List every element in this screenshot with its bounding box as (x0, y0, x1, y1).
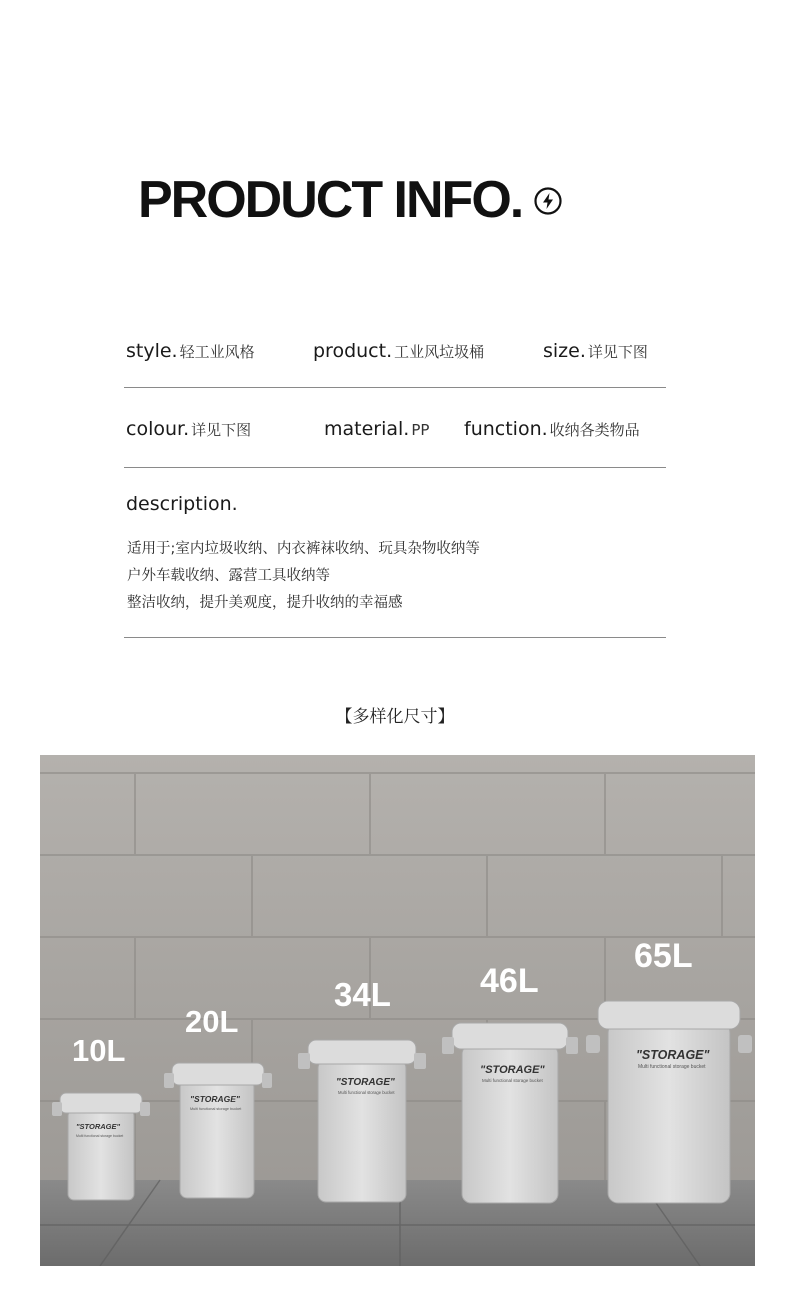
divider (124, 637, 666, 638)
page-title: PRODUCT INFO. (138, 171, 523, 229)
size-label-20l: 20L (185, 1004, 239, 1039)
spec-row-2 (126, 418, 666, 448)
spec-style: style. 轻工业风格 (126, 340, 255, 362)
bucket-65l (586, 1001, 752, 1203)
spec-row-1 (126, 340, 666, 370)
size-label-10l: 10L (72, 1033, 126, 1068)
svg-text:Multi functional storage bucke: Multi functional storage bucket (638, 1064, 706, 1070)
svg-text:"STORAGE": "STORAGE" (76, 1122, 121, 1131)
description-title: description. (126, 493, 238, 515)
svg-text:Multi functional storage bucke: Multi functional storage bucket (190, 1107, 242, 1111)
sizes-heading: 【多样化尺寸】 (335, 707, 455, 727)
description-line: 整洁收纳，提升美观度，提升收纳的幸福感 (127, 595, 403, 611)
size-label-34l: 34L (334, 976, 391, 1013)
divider (124, 387, 666, 388)
description-line: 户外车载收纳、露营工具收纳等 (127, 568, 330, 584)
lightning-bolt-icon (533, 186, 563, 216)
divider (124, 467, 666, 468)
product-sizes-photo (40, 755, 755, 1266)
svg-text:"STORAGE": "STORAGE" (480, 1064, 545, 1076)
spec-size: size. 详见下图 (543, 340, 648, 362)
svg-text:Multi functional storage bucke: Multi functional storage bucket (76, 1134, 124, 1138)
size-label-46l: 46L (480, 962, 539, 1000)
svg-text:"STORAGE": "STORAGE" (190, 1094, 240, 1104)
spec-function: function. 收纳各类物品 (464, 418, 640, 440)
svg-text:"STORAGE": "STORAGE" (636, 1048, 710, 1062)
svg-text:Multi functional storage bucke: Multi functional storage bucket (482, 1078, 543, 1083)
spec-product: product. 工业风垃圾桶 (313, 340, 485, 362)
spec-colour: colour. 详见下图 (126, 418, 252, 440)
svg-text:Multi functional storage bucke: Multi functional storage bucket (338, 1090, 395, 1095)
spec-material: material. PP (324, 418, 430, 440)
svg-text:"STORAGE": "STORAGE" (336, 1077, 395, 1088)
bucket-46l (442, 1023, 578, 1203)
description-line: 适用于;室内垃圾收纳、内衣裤袜收纳、玩具杂物收纳等 (127, 541, 480, 557)
size-label-65l: 65L (634, 937, 693, 975)
